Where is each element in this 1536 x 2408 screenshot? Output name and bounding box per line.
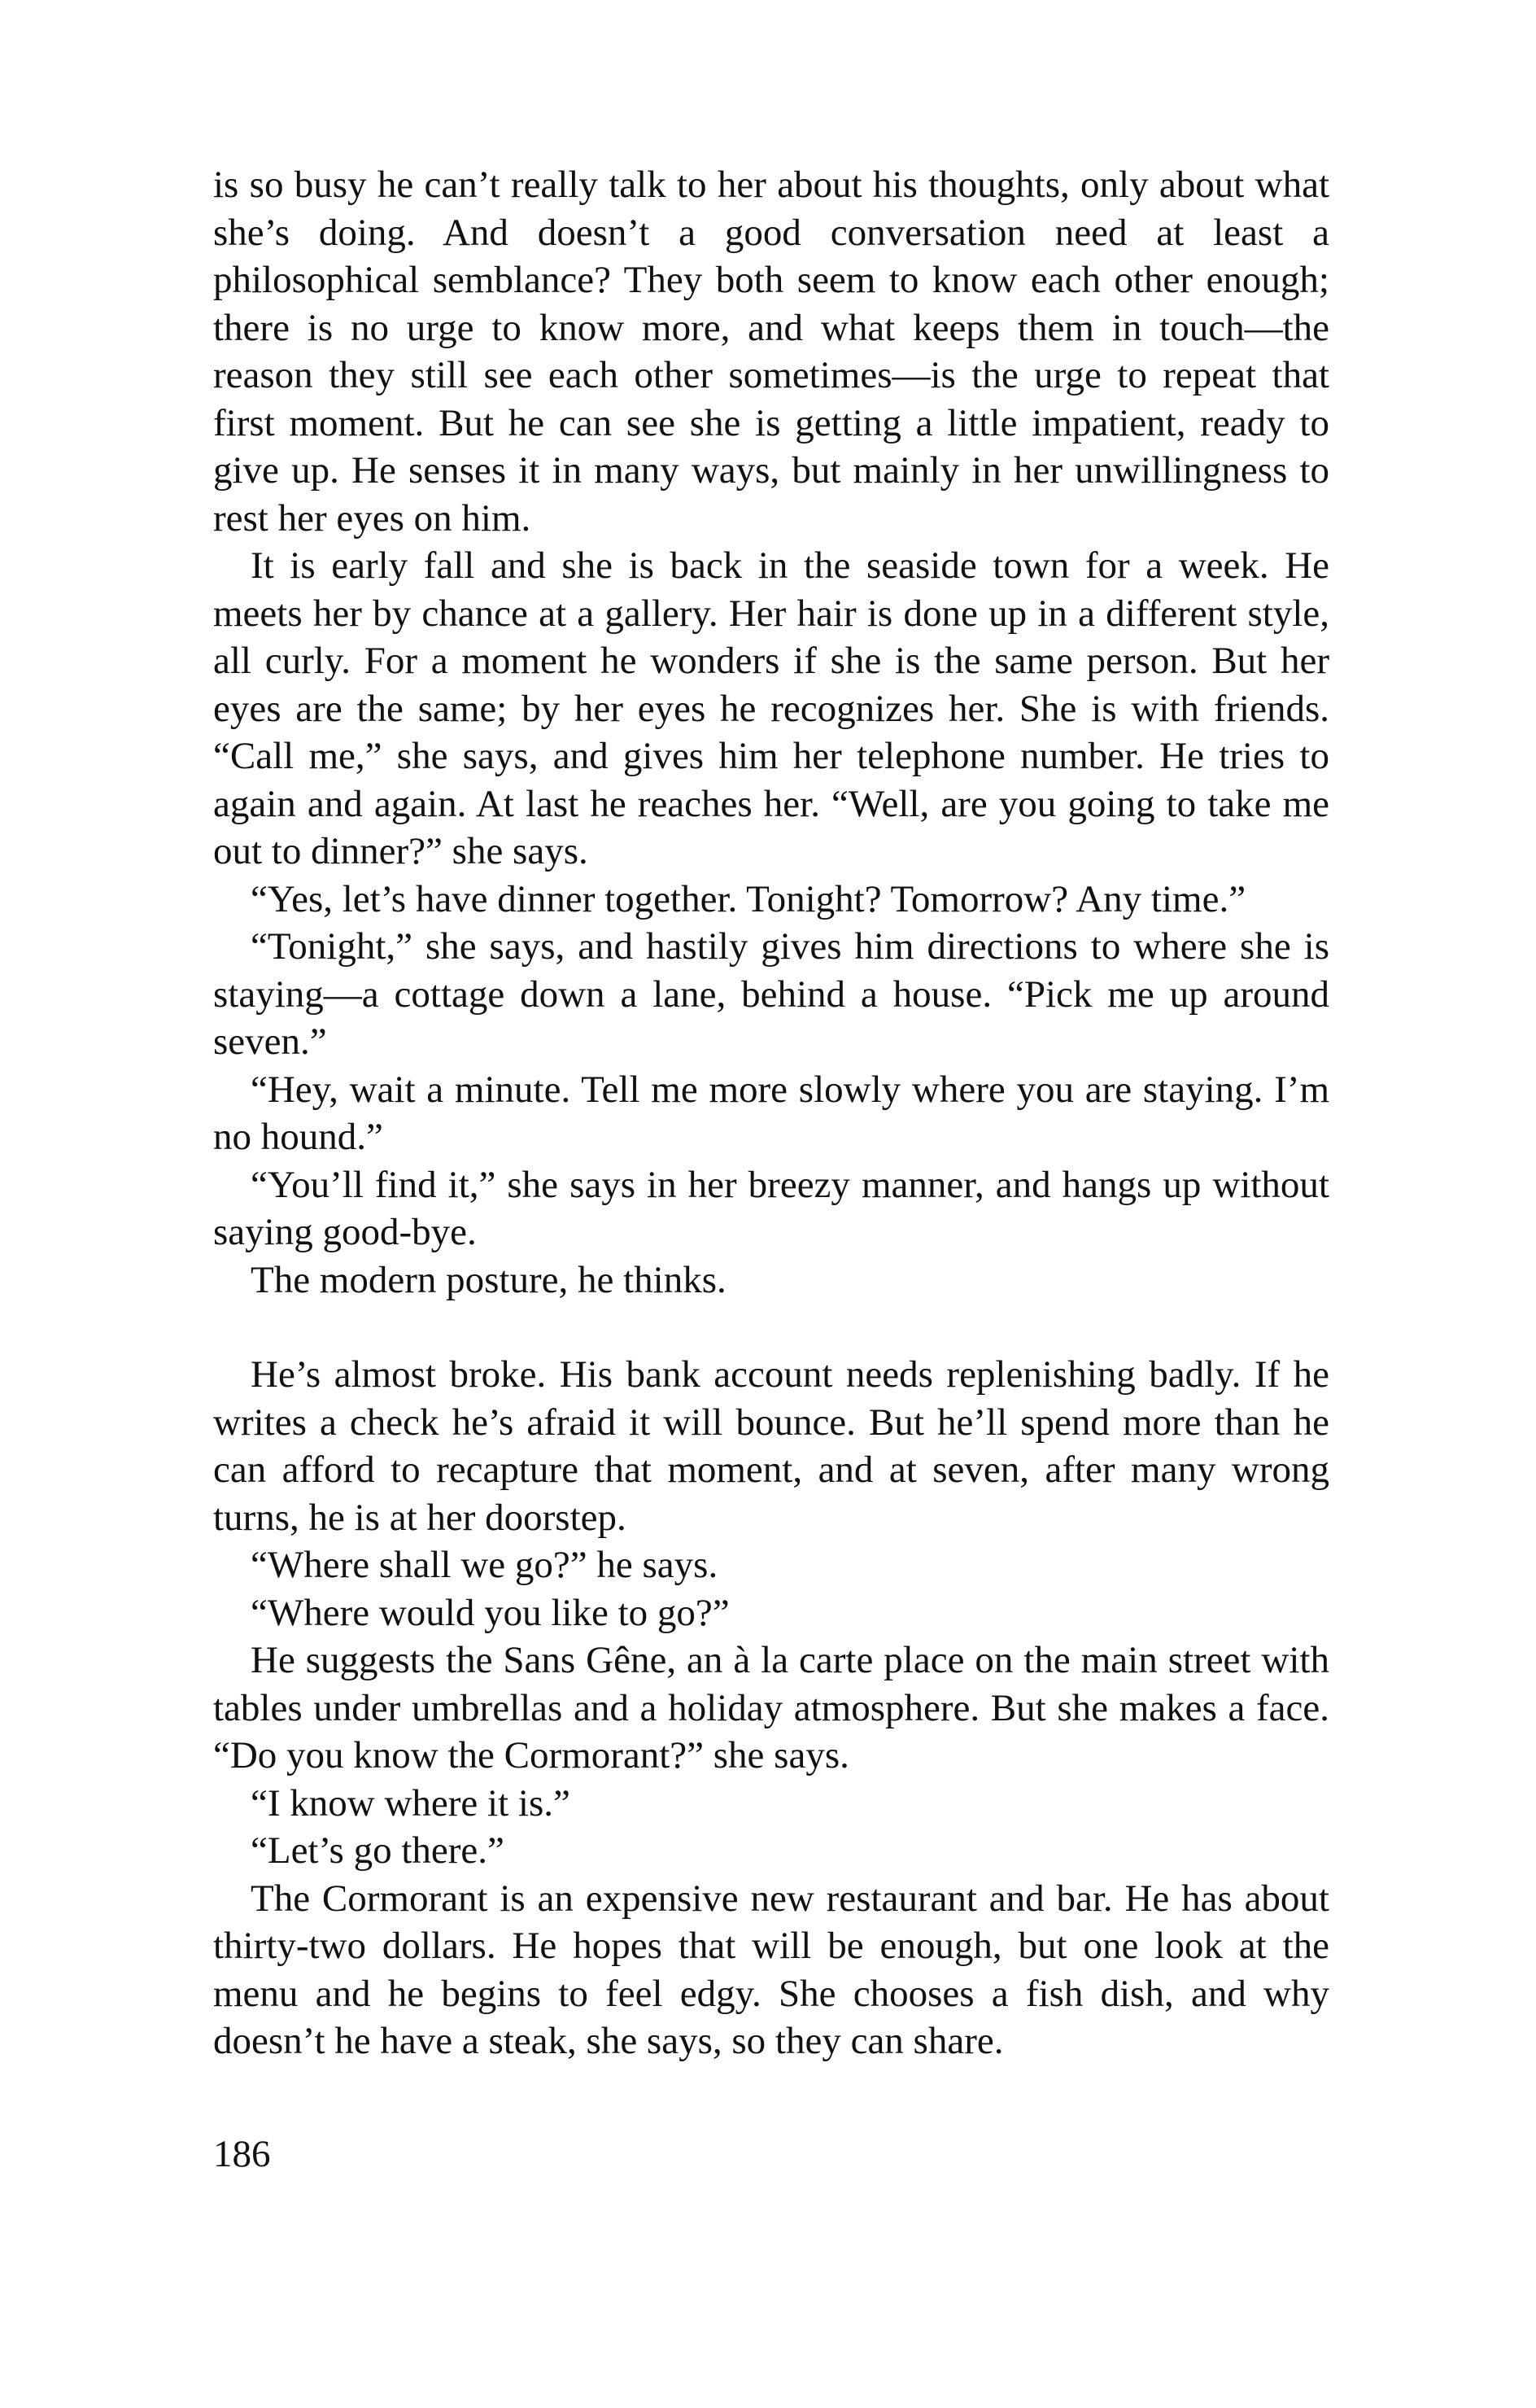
paragraph-1: is so busy he can’t really talk to her about his thoughts, only about what she’s doing. And doesn’t a good conversation need at least a philosophical semblance? They both seem to know each other enough; there is no urge to know more, and what keeps them in touch—the reason they still see each other sometimes—is the urge to repeat that first moment. But he can see she is getting a little impatient, ready to give up. He senses it in many ways, but mainly in her unwillingness to rest her eyes on him.: [213, 164, 1329, 540]
paragraph-2: It is early fall and she is back in the seaside town for a week. He meets her by chance at a gallery. Her hair is done up in a different style, all curly. For a moment he wonders if she is the same person. But her eyes are the same; by her eyes he recognizes her. She is with friends. “Call me,” she says, and gives him her telephone number. He tries to again and again. At last he reaches her. “Well, are you going to take me out to dinner?” she says.: [213, 544, 1329, 872]
paragraph-6: “You’ll find it,” she says in her breezy manner, and hangs up without saying good-bye.: [213, 1163, 1329, 1253]
paragraph-8: He’s almost broke. His bank account needs replenishing badly. If he writes a check he’s afraid it will bounce. But he’ll spend more than he can afford to recapture that moment, and at seven, after many wrong turns, he is at her doorstep.: [213, 1353, 1329, 1539]
page-number: 186: [213, 2133, 271, 2175]
paragraph-9: “Where shall we go?” he says.: [251, 1544, 718, 1586]
page-body: [213, 161, 1329, 2065]
paragraph-11: He suggests the Sans Gêne, an à la carte place on the main street with tables under umbrellas and a holiday atmosphere. But she makes a face. “Do you know the Cormorant?” she says.: [213, 1639, 1329, 1777]
paragraph-4: “Tonight,” she says, and hastily gives him directions to where she is staying—a cottage down a lane, behind a house. “Pick me up around seven.”: [213, 925, 1329, 1063]
paragraph-3: “Yes, let’s have dinner together. Tonight? Tomorrow? Any time.”: [251, 877, 1246, 920]
paragraph-12: “I know where it is.”: [251, 1781, 570, 1825]
paragraph-10: “Where would you like to go?”: [251, 1591, 730, 1634]
paragraph-13: “Let’s go there.”: [251, 1829, 504, 1872]
section-break: [213, 1304, 1329, 1351]
paragraph-5: “Hey, wait a minute. Tell me more slowly where you are staying. I’m no hound.”: [213, 1068, 1329, 1158]
paragraph-14: The Cormorant is an expensive new restaurant and bar. He has about thirty-two dollars. He hopes that will be enough, but one look at the menu and he begins to feel edgy. She chooses a fish dish, and why doesn’t he have a steak, she says, so they can share.: [213, 1877, 1329, 2062]
paragraph-7: The modern posture, he thinks.: [251, 1258, 727, 1301]
